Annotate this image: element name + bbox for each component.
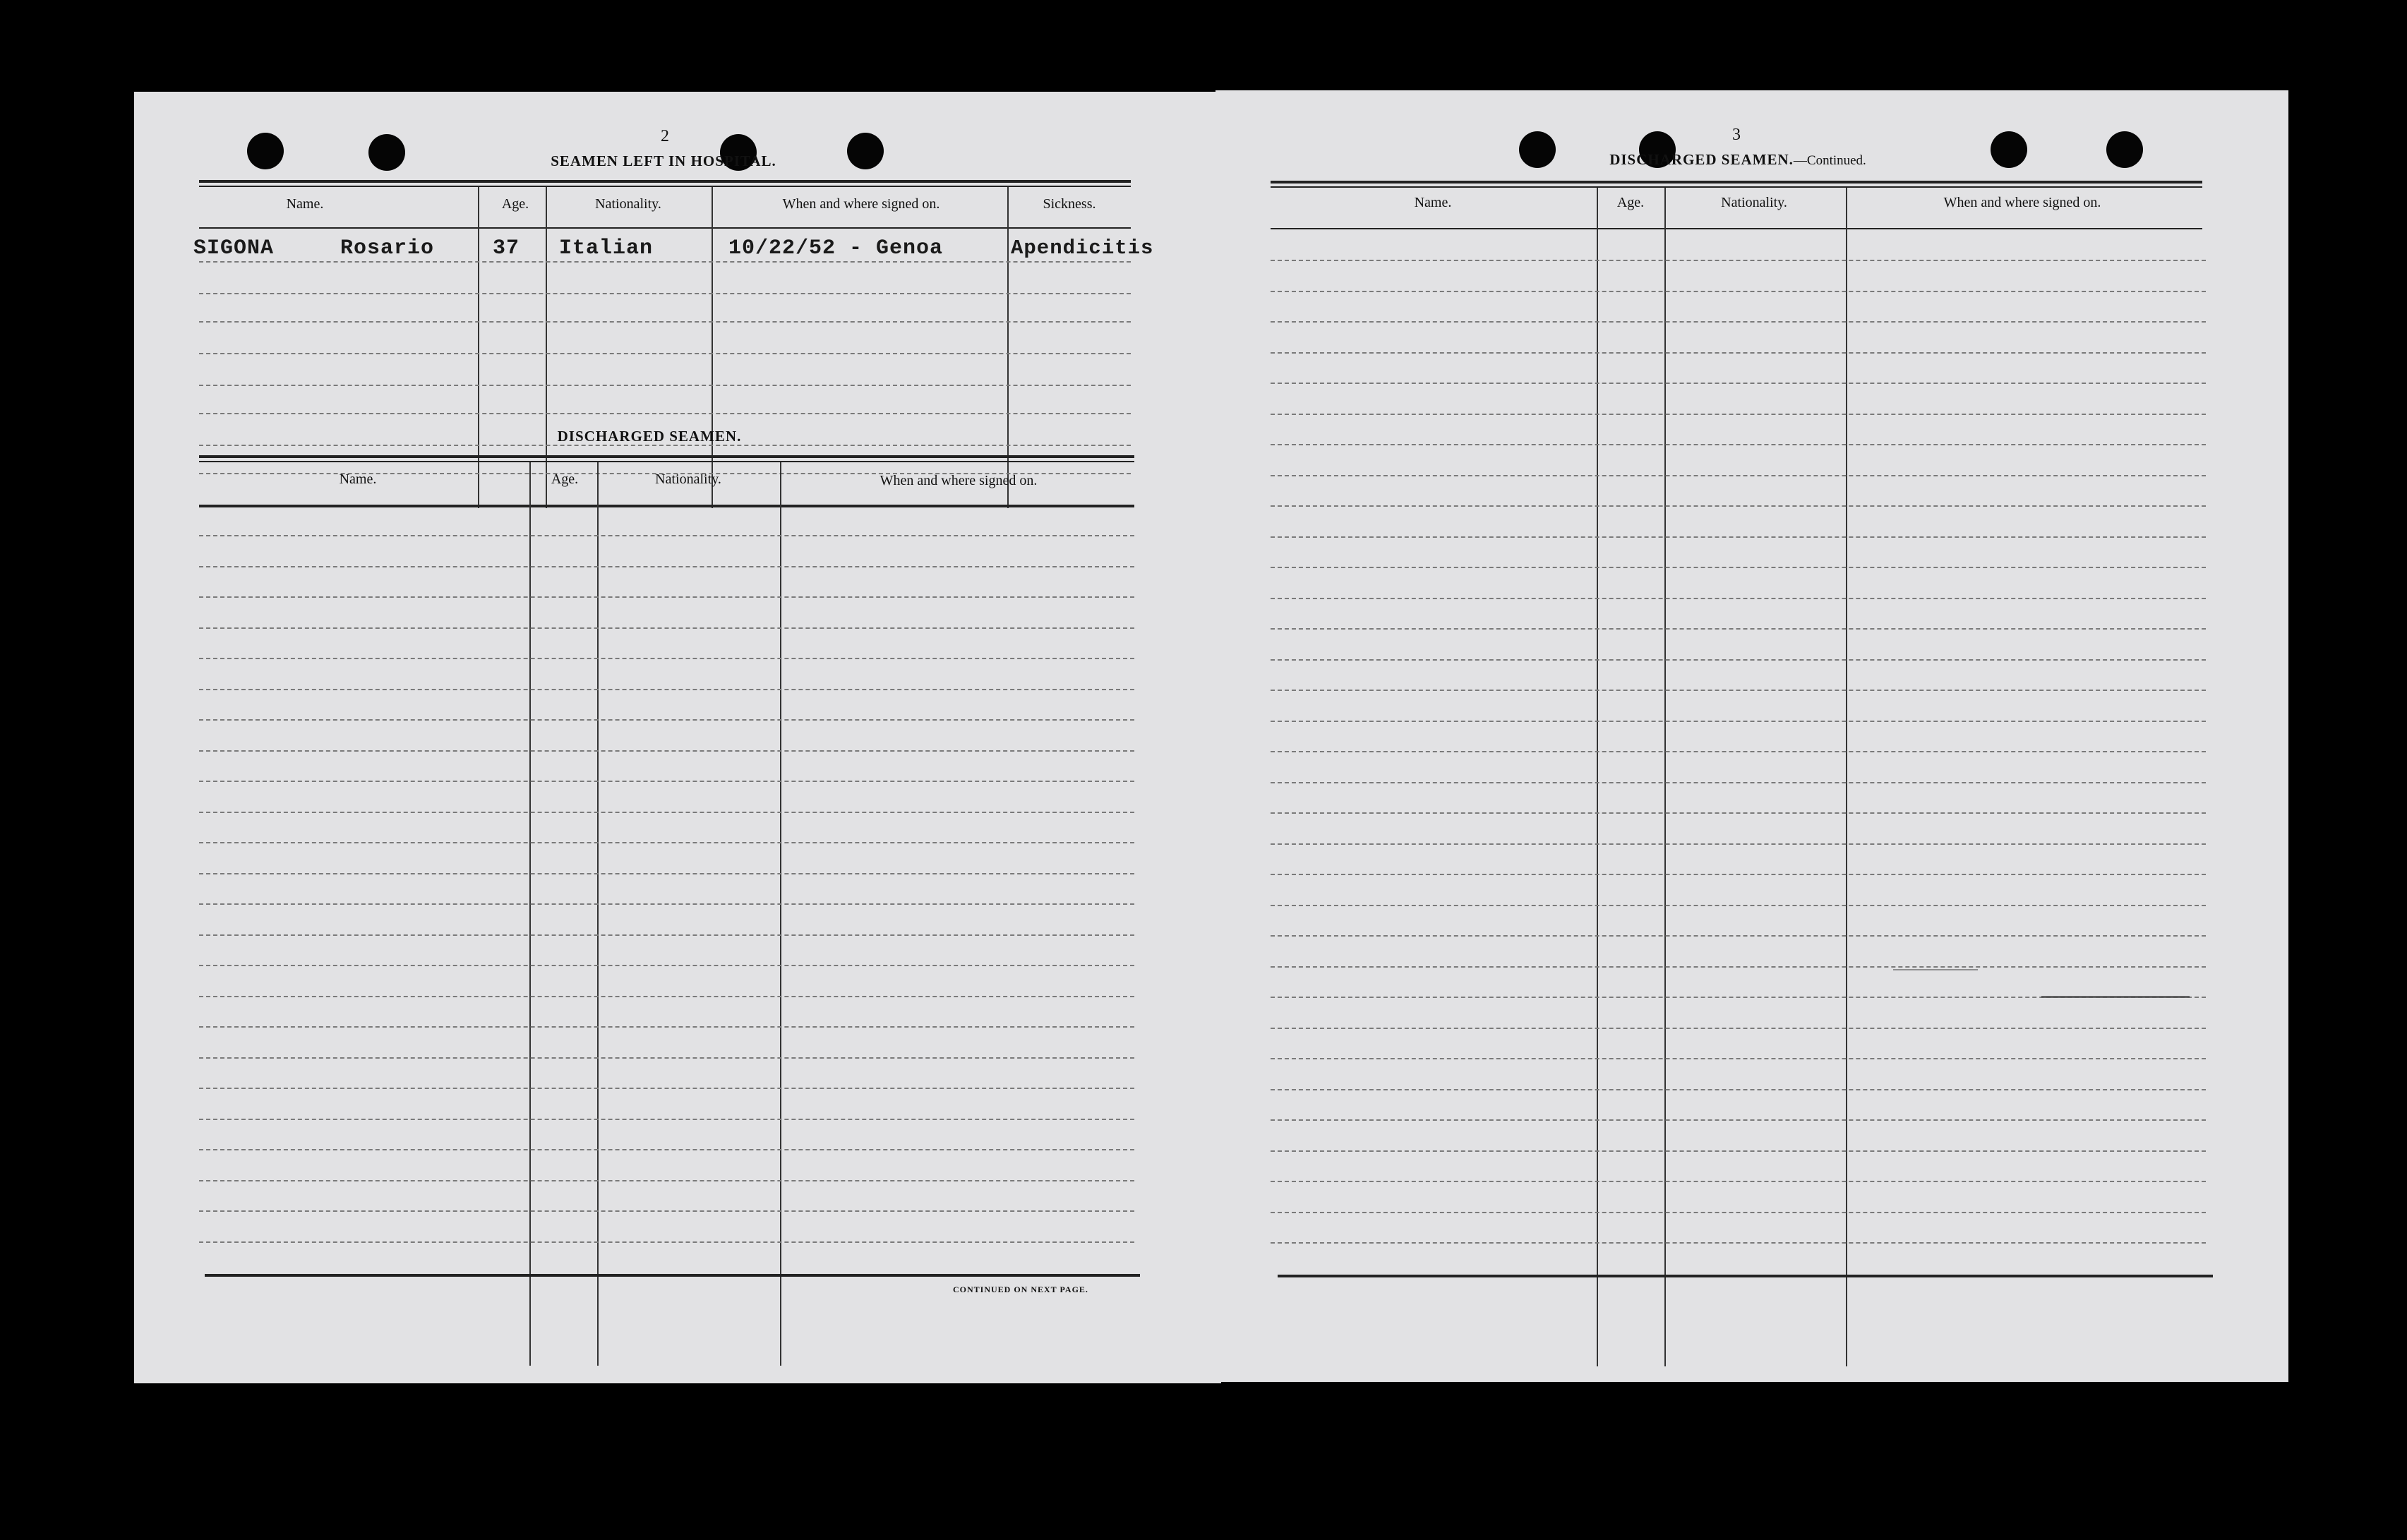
section-title-suffix: —Continued. (1793, 153, 1866, 168)
row-line (1271, 935, 2206, 937)
table-top-rule (1271, 181, 2202, 184)
column-header-age: Age. (551, 471, 579, 487)
row-line (1271, 383, 2206, 384)
discharged-continued-title (1590, 151, 1886, 169)
column-header-signed-on: When and where signed on. (782, 196, 940, 212)
column-header-name: Name. (339, 471, 377, 487)
table-top-rule (1271, 186, 2202, 188)
column-divider (597, 462, 599, 1366)
column-divider (1664, 188, 1666, 1366)
row-line (1271, 598, 2206, 599)
row-line (1271, 475, 2206, 476)
row-line (199, 812, 1134, 813)
row-line (199, 321, 1131, 323)
row-line (199, 842, 1134, 843)
column-header-name: Name. (286, 196, 324, 212)
row-line (199, 1180, 1134, 1181)
row-line (199, 873, 1134, 874)
section-title-text: DISCHARGED SEAMEN. (1609, 151, 1794, 168)
row-line (199, 566, 1134, 567)
punch-hole (1519, 131, 1556, 168)
row-line (1271, 1150, 2206, 1152)
row-line (199, 1088, 1134, 1089)
column-header-nationality: Nationality. (1721, 195, 1787, 210)
row-line (1271, 260, 2206, 261)
row-line (199, 1149, 1134, 1150)
row-line (199, 903, 1134, 905)
row-line (1271, 628, 2206, 630)
row-line (199, 689, 1134, 690)
right-page (1215, 90, 2288, 1382)
column-header-sickness: Sickness. (1043, 196, 1096, 212)
row-line (1271, 352, 2206, 354)
row-line (1271, 505, 2206, 507)
row-line (1271, 751, 2206, 752)
table-top-rule (199, 180, 1131, 183)
column-header-name: Name. (1414, 195, 1452, 210)
row-line (199, 385, 1131, 386)
table-bottom-rule (205, 1274, 1140, 1277)
entry-sickness: Apendicitis (1011, 236, 1154, 260)
row-line (199, 781, 1134, 782)
punch-hole (2106, 131, 2143, 168)
row-line (1271, 874, 2206, 875)
row-line (1271, 321, 2206, 323)
header-rule (199, 505, 1134, 506)
row-line (1271, 1181, 2206, 1182)
row-line (1271, 1028, 2206, 1029)
row-line (199, 658, 1134, 659)
punch-hole (247, 133, 284, 169)
column-header-signed-on: When and where signed on. (1943, 195, 2101, 210)
column-divider (1597, 188, 1598, 1366)
entry-age: 37 (493, 236, 520, 260)
row-line (1271, 905, 2206, 906)
entry-given-name: Rosario (340, 236, 435, 260)
column-divider (478, 187, 479, 508)
table-bottom-rule (1278, 1275, 2213, 1277)
row-line (1271, 567, 2206, 568)
row-line (1271, 414, 2206, 415)
row-line (199, 413, 1131, 414)
row-line (1271, 1242, 2206, 1244)
row-line (199, 596, 1134, 598)
row-line (1271, 843, 2206, 845)
row-line (1271, 659, 2206, 661)
column-divider (712, 187, 713, 508)
discharged-section-title: DISCHARGED SEAMEN. (557, 428, 742, 445)
row-line (199, 353, 1131, 354)
column-header-age: Age. (501, 196, 529, 212)
row-line (1271, 1212, 2206, 1213)
column-header-nationality: Nationality. (595, 196, 661, 212)
row-line (1271, 536, 2206, 538)
column-divider (1846, 188, 1847, 1366)
punch-hole (1991, 131, 2027, 168)
row-line (199, 535, 1134, 536)
table-top-rule (199, 461, 1134, 462)
entry-nationality: Italian (559, 236, 654, 260)
row-line (199, 1119, 1134, 1120)
header-rule (1271, 228, 2202, 229)
table-top-rule (199, 186, 1131, 187)
row-line (199, 627, 1134, 629)
page-number: 2 (661, 127, 669, 145)
row-line (199, 996, 1134, 997)
row-line (199, 1241, 1134, 1243)
faint-mark (1893, 969, 1978, 970)
row-line (1271, 966, 2206, 968)
table-top-rule (199, 455, 1134, 458)
row-line (1271, 721, 2206, 722)
row-line (1271, 782, 2206, 783)
continued-note: CONTINUED ON NEXT PAGE. (953, 1285, 1088, 1294)
entry-surname: SIGONA (193, 236, 275, 260)
row-line (1271, 291, 2206, 292)
row-line (199, 750, 1134, 752)
page-number: 3 (1732, 126, 1741, 144)
row-line (1271, 444, 2206, 445)
header-rule (199, 227, 1131, 229)
row-line (199, 719, 1134, 721)
row-line (1271, 812, 2206, 814)
row-line (199, 1057, 1134, 1059)
column-header-nationality: Nationality. (655, 471, 721, 487)
punch-hole (368, 134, 405, 171)
row-line (199, 261, 1131, 263)
row-line (199, 293, 1131, 294)
punch-hole (847, 133, 884, 169)
left-page (134, 92, 1221, 1383)
column-divider (529, 462, 531, 1366)
column-divider (780, 462, 781, 1366)
row-line (199, 965, 1134, 966)
hospital-section-title: SEAMEN LEFT IN HOSPITAL. (551, 152, 776, 169)
column-header-age: Age. (1616, 195, 1645, 210)
row-line (199, 1210, 1134, 1212)
column-header-signed-on: When and where signed on. (880, 473, 1038, 488)
row-line (1271, 1089, 2206, 1090)
row-line (199, 1026, 1134, 1028)
entry-signed-on: 10/22/52 - Genoa (728, 236, 944, 260)
faint-mark (2041, 996, 2190, 998)
column-divider (1007, 187, 1009, 508)
column-divider (546, 187, 547, 508)
row-line (1271, 1058, 2206, 1059)
row-line (199, 934, 1134, 936)
row-line (1271, 690, 2206, 691)
row-line (1271, 1119, 2206, 1121)
